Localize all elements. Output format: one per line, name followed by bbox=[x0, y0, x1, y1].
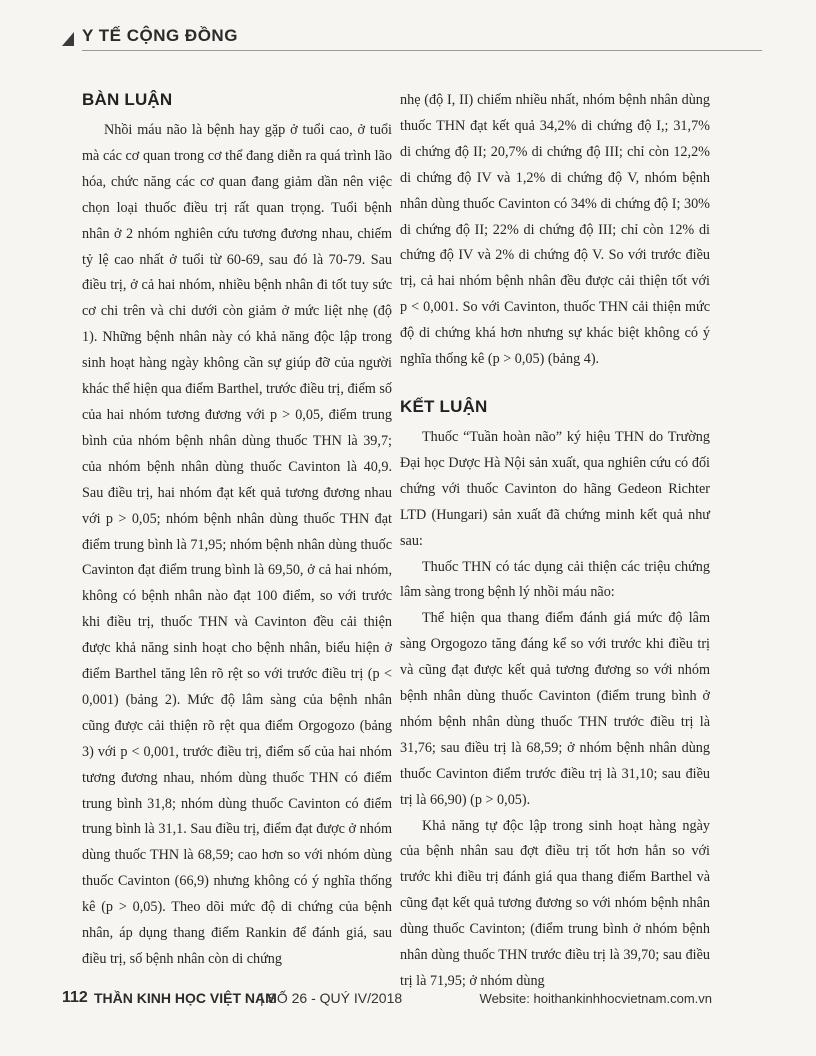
page-header bbox=[62, 26, 762, 52]
section-triangle-icon bbox=[62, 32, 74, 46]
journal-issue: | SỐ 26 - QUÝ IV/2018 bbox=[260, 990, 403, 1006]
journal-name: THẦN KINH HỌC VIỆT NAM bbox=[94, 990, 277, 1006]
conclusion-paragraph-4: Khả năng tự độc lập trong sinh hoạt hàng ngày của bệnh nhân sau đợt điều trị tốt hơn hẳn so với trước khi điều trị đánh giá qua thang điểm Barthel và cũng đạt kết quả tương đương so với nhóm bệnh nhân dùng thuốc Cavinton; (điểm trung bình ở nhóm bệnh nhân dùng thuốc THN trước điều trị là 39,70; sau điều trị là 71,95; ở nhóm dùng bbox=[400, 817, 710, 989]
header-rule bbox=[82, 50, 762, 51]
conclusion-paragraph-2: Thuốc THN có tác dụng cải thiện các triệu chứng lâm sàng trong bệnh lý nhồi máu não: bbox=[400, 558, 710, 601]
journal-website: Website: hoithankinhhocvietnam.com.vn bbox=[479, 991, 712, 1006]
conclusion-paragraph-1: Thuốc “Tuần hoàn não” ký hiệu THN do Trường Đại học Dược Hà Nội sản xuất, qua nghiên cứu có đối chứng với thuốc Cavinton do hãng Gedeon Richter LTD (Hungari) sản xuất đã chứng minh kết quả như sau: bbox=[400, 428, 710, 549]
left-column bbox=[82, 88, 392, 973]
discussion-paragraph: Nhồi máu não là bệnh hay gặp ở tuổi cao, ở tuổi mà các cơ quan trong cơ thể đang diễn ra quá trình lão hóa, chức năng các cơ quan đang giảm dần nên việc chọn loại thuốc điều trị rất quan trọng. Tuổi bệnh nhân ở 2 nhóm nghiên cứu tương đương nhau, chiếm tỷ lệ cao nhất ở tuổi từ 60-69, sau đó là 70-79. Sau điều trị, ở cả hai nhóm, nhiều bệnh nhân đi tốt tuy sức cơ chi trên và chi dưới còn giảm ở mức liệt nhẹ (độ 1). Những bệnh nhân này có khả năng độc lập trong sinh hoạt hàng ngày không cần sự giúp đỡ của người khác thể hiện qua điểm Barthel, trước điều trị, điểm số của hai nhóm tương đương với p > 0,05, điểm trung bình của nhóm bệnh nhân dùng thuốc THN là 39,7; của nhóm bệnh nhân dùng thuốc Cavinton là 40,9. Sau điều trị, hai nhóm đạt kết quả tương đương nhau với p > 0,05; nhóm bệnh nhân dùng thuốc THN đạt điểm trung bình là 71,95; nhóm bệnh nhân dùng thuốc Cavinton đạt điểm trung bình là 69,50, ở cả hai nhóm, không có bệnh nhân nào đạt 100 điểm, so với trước khi điều trị, thuốc THN và Cavinton đều cải thiện được khả năng sinh hoạt cho bệnh nhân, biểu hiện ở điểm Barthel tăng lên rõ rệt so với trước điều trị (p < 0,001) (bảng 2). Mức độ lâm sàng của bệnh nhân cũng được cải thiện rõ rệt qua điểm Orgogozo (bảng 3) với p < 0,001, trước điều trị, điểm số của hai nhóm tương đương nhau, nhóm dùng thuốc THN có điểm trung bình 31,8; nhóm dùng thuốc Cavinton có điểm trung bình là 31,1. Sau điều trị, điểm đạt được ở nhóm dùng thuốc THN là 68,59; cao hơn so với nhóm dùng thuốc Cavinton (66,9) nhưng không có ý nghĩa thống kê (p > 0,05). Theo dõi mức độ di chứng của bệnh nhân, áp dụng thang điểm Rankin để đánh giá, sau điều trị, số bệnh nhân còn di chứng bbox=[82, 122, 392, 967]
discussion-continuation: nhẹ (độ I, II) chiếm nhiều nhất, nhóm bệnh nhân dùng thuốc THN đạt kết quả 34,2% di chứng độ I,; 31,7% di chứng độ II; 20,7% di chứng độ III; chỉ còn 12,2% di chứng độ IV và 1,2% di chứng độ V, nhóm bệnh nhân dùng thuốc Cavinton có 34% di chứng độ I; 30% di chứng độ II; 22% di chứng độ III; chỉ còn 12% di chứng độ IV và 2% di chứng độ V. So với trước điều trị, cả hai nhóm bệnh nhân đều được cải thiện tốt với p < 0,001. So với Cavinton, thuốc THN cải thiện mức độ di chứng khá hơn nhưng sự khác biệt không có ý nghĩa thống kê (p > 0,05) (bảng 4). bbox=[400, 92, 710, 368]
section-title: Y TẾ CỘNG ĐỒNG bbox=[82, 26, 238, 45]
heading-conclusion: KẾT LUẬN bbox=[400, 396, 488, 416]
page-number: 112 bbox=[62, 989, 88, 1006]
right-column bbox=[400, 88, 710, 995]
conclusion-paragraph-3: Thể hiện qua thang điểm đánh giá mức độ lâm sàng Orgogozo tăng đáng kể so với trước khi điều trị và cũng đạt được kết quả tương đương so với nhóm bệnh nhân dùng thuốc Cavinton (điểm trung bình ở nhóm bệnh nhân dùng thuốc THN trước điều trị là 31,76; sau điều trị là 68,59; ở nhóm bệnh nhân dùng thuốc Cavinton điểm trước điều trị là 31,10; sau điều trị là 66,90) (p > 0,05). bbox=[400, 610, 710, 808]
page-footer bbox=[62, 989, 712, 1011]
heading-discussion: BÀN LUẬN bbox=[82, 90, 173, 109]
